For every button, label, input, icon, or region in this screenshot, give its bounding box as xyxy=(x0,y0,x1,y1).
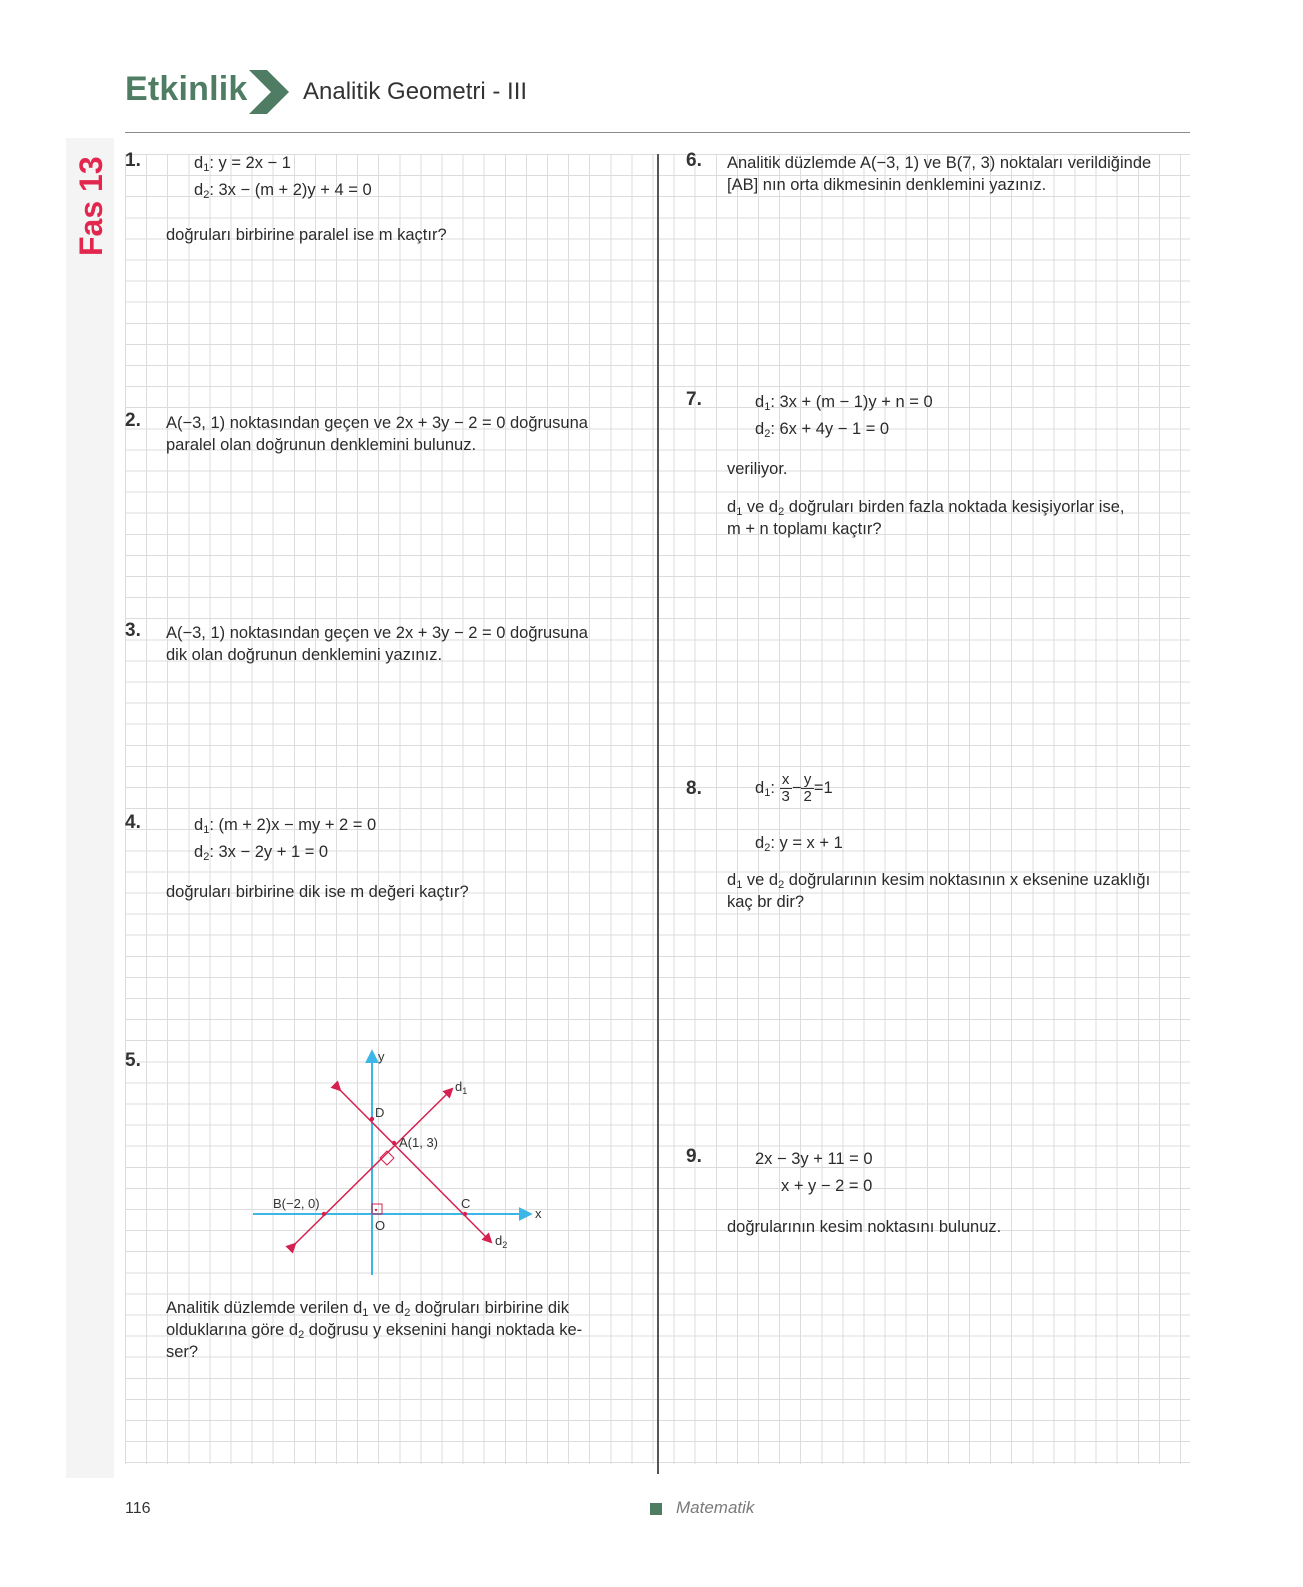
subscript: 2 xyxy=(203,851,210,863)
subscript: 2 xyxy=(764,428,771,440)
header-divider xyxy=(125,132,1190,133)
d-symbol: d xyxy=(194,843,204,861)
point-d-label: D xyxy=(375,1105,385,1120)
point-b-dot xyxy=(322,1212,326,1216)
chevron-right-icon xyxy=(247,70,291,114)
q4-equation-d2 xyxy=(194,841,328,868)
equation-text: : (m + 2)x − my + 2 = 0 xyxy=(209,816,377,834)
subscript: 2 xyxy=(778,879,785,891)
q9-text: doğrularının kesim noktasını bulunuz. xyxy=(727,1218,1002,1236)
equation-text: : 6x + 4y − 1 = 0 xyxy=(770,420,890,438)
d-symbol: d xyxy=(727,498,737,516)
equation-text: : y = 2x − 1 xyxy=(209,154,291,172)
subscript: 1 xyxy=(736,879,743,891)
question-number: 9. xyxy=(686,1146,702,1167)
subject-title: Analitik Geometri - III xyxy=(303,78,528,105)
q5-text-line2 xyxy=(166,1319,582,1346)
right-angle-marker-o xyxy=(372,1204,382,1214)
q4-equation-d1 xyxy=(194,814,376,841)
d-symbol: d xyxy=(194,154,204,172)
subscript: 1 xyxy=(362,1307,369,1319)
fraction-numerator: x xyxy=(780,772,792,789)
subscript: 2 xyxy=(298,1329,305,1341)
column-divider xyxy=(657,154,659,1474)
subscript: 1 xyxy=(736,506,743,518)
q8-text-line2: kaç br dir? xyxy=(727,893,805,911)
q8-equation-d1 xyxy=(755,772,833,805)
text-segment: ve d xyxy=(368,1299,405,1317)
footer-subject: Matematik xyxy=(676,1498,755,1517)
q4-text: doğruları birbirine dik ise m değeri kaçtır? xyxy=(166,883,469,901)
text-segment: doğrusu y eksenini hangi noktada ke- xyxy=(304,1321,583,1339)
question-number: 6. xyxy=(686,150,702,171)
q7-given: veriliyor. xyxy=(727,460,788,478)
q1-equation-d2 xyxy=(194,179,372,206)
equation-text: : 3x − 2y + 1 = 0 xyxy=(209,843,329,861)
footer-marker xyxy=(650,1503,662,1515)
fraction-y-over-2 xyxy=(801,772,813,805)
text-segment: olduklarına göre d xyxy=(166,1321,299,1339)
text-segment: ve d xyxy=(742,498,779,516)
minus-sign: − xyxy=(791,778,802,797)
y-axis-label: y xyxy=(378,1049,385,1064)
d-symbol: d xyxy=(755,420,765,438)
question-number: 5. xyxy=(125,1050,141,1071)
fasikul-badge xyxy=(66,152,114,262)
q7-equation-d2 xyxy=(755,418,889,445)
equation-text: =1 xyxy=(813,778,833,797)
question-number: 1. xyxy=(125,150,141,171)
point-b-label: B(−2, 0) xyxy=(273,1196,320,1211)
d-symbol: d xyxy=(755,778,765,797)
subscript: 2 xyxy=(404,1307,411,1319)
d-symbol: d xyxy=(727,871,737,889)
question-number: 8. xyxy=(686,778,702,799)
equation-text: : 3x − (m + 2)y + 4 = 0 xyxy=(209,181,372,199)
line-d1 xyxy=(295,1089,452,1244)
q1-text: doğruları birbirine paralel ise m kaçtır? xyxy=(166,226,447,244)
q5-text-line3: ser? xyxy=(166,1343,199,1361)
point-c-dot xyxy=(463,1212,467,1216)
question-number: 2. xyxy=(125,410,141,431)
text-segment: Analitik düzlemde verilen d xyxy=(166,1299,363,1317)
d2-label: $d_2$ xyxy=(495,1233,508,1250)
subscript: 1 xyxy=(203,824,210,836)
subscript: 1 xyxy=(764,786,771,799)
point-c-label: C xyxy=(461,1196,471,1211)
equation-text: : y = x + 1 xyxy=(770,834,843,852)
subscript: 2 xyxy=(778,506,785,518)
q5-coordinate-diagram xyxy=(245,1045,545,1275)
subscript: 2 xyxy=(764,842,771,854)
d-symbol: d xyxy=(755,393,765,411)
q3-text-line2: dik olan doğrunun denklemini yazınız. xyxy=(166,646,443,664)
q2-text-line2: paralel olan doğrunun denklemini bulunuz. xyxy=(166,436,477,454)
origin-label: O xyxy=(375,1218,386,1233)
page-number: 116 xyxy=(125,1500,151,1517)
point-a-label: A(1, 3) xyxy=(399,1135,439,1150)
fraction-denominator: 2 xyxy=(803,788,812,805)
q7-equation-d1 xyxy=(755,391,933,418)
text-segment: doğruları birden fazla noktada kesişiyorlar ise, xyxy=(784,498,1125,516)
side-strip xyxy=(66,138,114,1478)
d-symbol: d xyxy=(194,181,204,199)
q2-text-line1: A(−3, 1) noktasından geçen ve 2x + 3y − 2 = 0 doğrusuna xyxy=(166,414,588,432)
subscript: 1 xyxy=(203,162,210,174)
line-d2 xyxy=(340,1090,491,1242)
fraction-x-over-3 xyxy=(780,772,792,805)
q7-text-line2: m + n toplamı kaçtır? xyxy=(727,520,882,538)
text-segment: doğruları birbirine dik xyxy=(410,1299,569,1317)
q1-equation-d1 xyxy=(194,152,291,179)
d1-label: $d_1$ xyxy=(455,1079,468,1096)
activity-label: Etkinlik xyxy=(125,70,248,108)
q6-text-line2: [AB] nın orta dikmesinin denklemini yazınız. xyxy=(727,176,1047,194)
point-a-dot xyxy=(392,1141,396,1145)
equation-text: : 3x + (m − 1)y + n = 0 xyxy=(770,393,933,411)
q6-text-line1: Analitik düzlemde A(−3, 1) ve B(7, 3) noktaları verildiğinde xyxy=(727,154,1152,172)
fraction-numerator: y xyxy=(801,772,813,789)
subscript: 2 xyxy=(203,189,210,201)
subscript: 1 xyxy=(764,401,771,413)
x-axis-label: x xyxy=(535,1206,542,1221)
question-number: 3. xyxy=(125,620,141,641)
equation-text: : xyxy=(770,778,775,797)
text-segment: ve d xyxy=(742,871,779,889)
fasikul-label: Fas 13 xyxy=(73,156,109,256)
text-segment: doğrularının kesim noktasının x eksenine uzaklığı xyxy=(784,871,1151,889)
q8-equation-d2 xyxy=(755,832,843,859)
q9-equation-1: 2x − 3y + 11 = 0 xyxy=(755,1150,873,1168)
q9-equation-2: x + y − 2 = 0 xyxy=(781,1177,873,1195)
point-d-dot xyxy=(370,1117,374,1121)
q3-text-line1: A(−3, 1) noktasından geçen ve 2x + 3y − 2 = 0 doğrusuna xyxy=(166,624,588,642)
fraction-denominator: 3 xyxy=(781,788,790,805)
page-header xyxy=(125,62,1190,122)
d-symbol: d xyxy=(194,816,204,834)
question-number: 4. xyxy=(125,812,141,833)
d-symbol: d xyxy=(755,834,765,852)
question-number: 7. xyxy=(686,389,702,410)
